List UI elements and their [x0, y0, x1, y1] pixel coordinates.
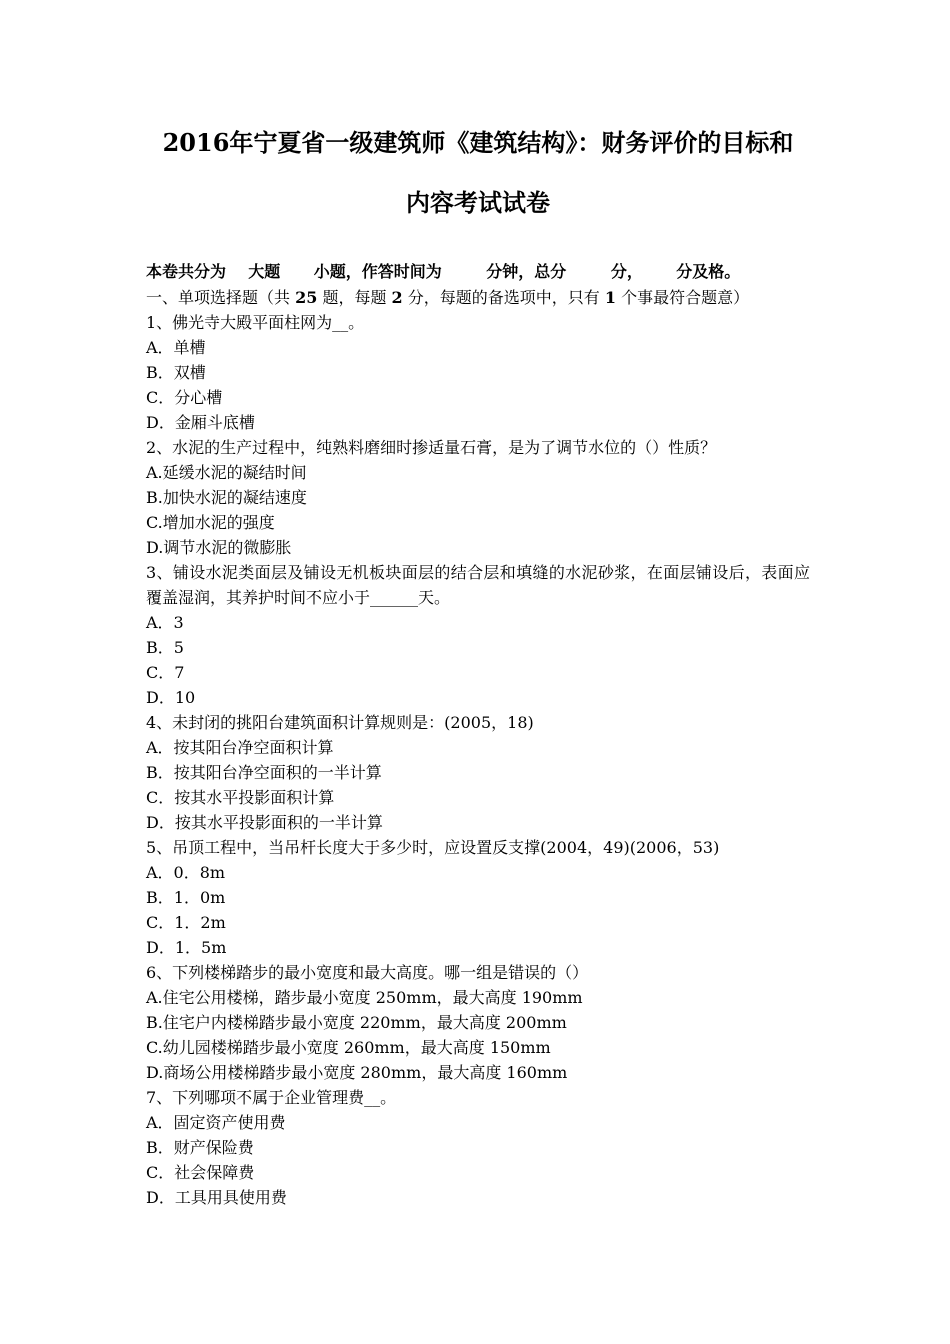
- section-text-4: 个事最符合题意）: [616, 288, 750, 307]
- option-d: D.调节水泥的微膨胀: [146, 538, 292, 557]
- option-c: C．7: [146, 663, 185, 682]
- option-a: A．单槽: [146, 338, 206, 357]
- document-title: [146, 128, 810, 218]
- option-b: B.加快水泥的凝结速度: [146, 488, 307, 507]
- exam-info: 本卷共分为 大题 小题，作答时间为 分钟，总分 分， 分及格。: [146, 262, 741, 281]
- option-b: B．按其阳台净空面积的一半计算: [146, 763, 382, 782]
- question-2: [146, 435, 810, 560]
- question-4: [146, 710, 810, 835]
- option-b: B.住宅户内楼梯踏步最小宽度 220mm，最大高度 200mm: [146, 1013, 567, 1032]
- option-d: D.商场公用楼梯踏步最小宽度 280mm，最大高度 160mm: [146, 1063, 568, 1082]
- option-a: A．固定资产使用费: [146, 1113, 286, 1132]
- question-1: [146, 310, 810, 435]
- question-stem: 2、水泥的生产过程中，纯熟料磨细时掺适量石膏，是为了调节水位的（）性质？: [146, 438, 717, 457]
- section-text-2: 题，每题: [317, 288, 392, 307]
- option-c: C．按其水平投影面积计算: [146, 788, 335, 807]
- question-3: [146, 560, 810, 710]
- option-a: A．按其阳台净空面积计算: [146, 738, 334, 757]
- question-7: [146, 1085, 810, 1210]
- option-d: D．工具用具使用费: [146, 1188, 287, 1207]
- option-b: B．1．0m: [146, 888, 226, 907]
- option-c: C.增加水泥的强度: [146, 513, 275, 532]
- option-a: A.延缓水泥的凝结时间: [146, 463, 307, 482]
- question-score: 2: [391, 288, 403, 307]
- title-line-1: [146, 128, 810, 158]
- question-count: 25: [295, 288, 318, 307]
- option-b: B．财产保险费: [146, 1138, 254, 1157]
- section-text-1: 一、单项选择题（共: [146, 288, 296, 307]
- title-year: 2016: [162, 128, 230, 157]
- answer-count: 1: [604, 288, 617, 307]
- option-a: A．3: [146, 613, 184, 632]
- question-5: [146, 835, 810, 960]
- option-c: C．1．2m: [146, 913, 226, 932]
- title-line-2: 内容考试试卷: [406, 188, 550, 217]
- question-stem: 5、吊顶工程中，当吊杆长度大于多少时，应设置反支撑(2004，49)(2006，53): [146, 838, 720, 857]
- title-line-1-text: 年宁夏省一级建筑师《建筑结构》：财务评价的目标和: [229, 128, 794, 157]
- option-c: C．分心槽: [146, 388, 223, 407]
- question-6: [146, 960, 810, 1085]
- option-d: D．金厢斗底槽: [146, 413, 255, 432]
- option-a: A.住宅公用楼梯，踏步最小宽度 250mm，最大高度 190mm: [146, 988, 583, 1007]
- option-d: D．按其水平投影面积的一半计算: [146, 813, 383, 832]
- document-page: [146, 128, 810, 1210]
- question-stem: 1、佛光寺大殿平面柱网为__。: [146, 313, 365, 332]
- section-text-3: 分，每题的备选项中，只有: [402, 288, 605, 307]
- question-stem: 7、下列哪项不属于企业管理费__。: [146, 1088, 397, 1107]
- option-b: B．5: [146, 638, 184, 657]
- section-heading: [146, 285, 810, 310]
- option-b: B．双槽: [146, 363, 206, 382]
- question-stem: 3、铺设水泥类面层及铺设无机板块面层的结合层和填缝的水泥砂浆，在面层铺设后，表面应覆盖湿润，其养护时间不应小于______天。: [146, 563, 810, 607]
- option-c: C．社会保障费: [146, 1163, 255, 1182]
- question-list: [146, 285, 810, 1210]
- option-d: D．10: [146, 688, 196, 707]
- question-stem: 6、下列楼梯踏步的最小宽度和最大高度。哪一组是错误的（）: [146, 963, 589, 982]
- option-c: C.幼儿园楼梯踏步最小宽度 260mm，最大高度 150mm: [146, 1038, 551, 1057]
- option-a: A．0．8m: [146, 863, 226, 882]
- question-stem: 4、未封闭的挑阳台建筑面积计算规则是：(2005，18): [146, 713, 534, 732]
- option-d: D．1．5m: [146, 938, 227, 957]
